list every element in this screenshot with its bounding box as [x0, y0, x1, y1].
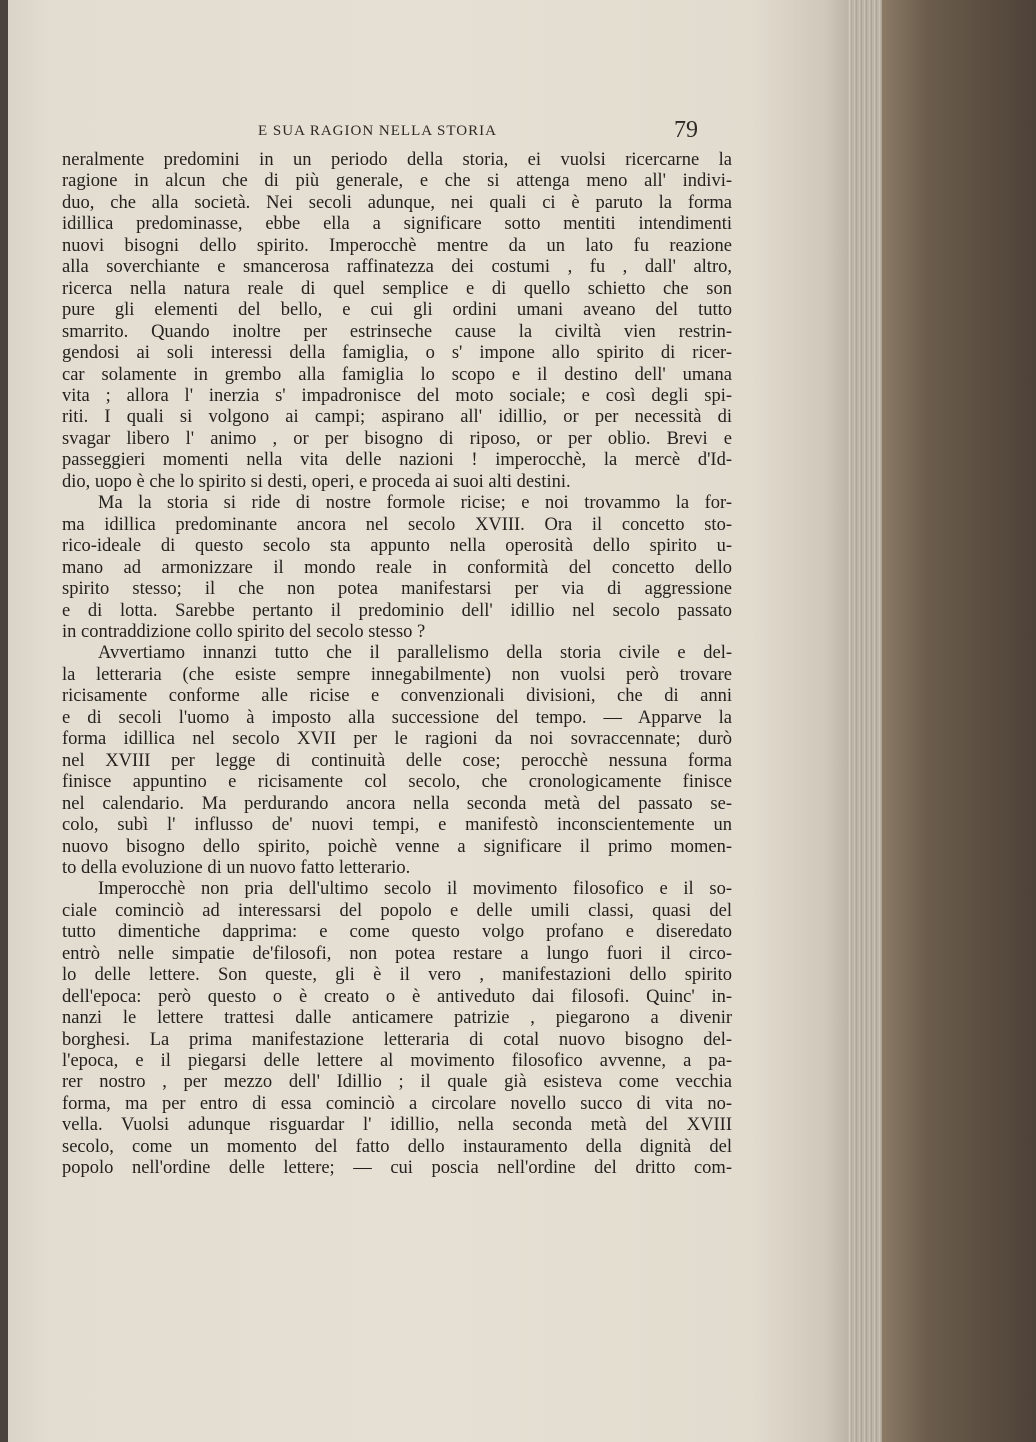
page-number: 79	[674, 117, 698, 143]
text-line: nel calendario. Ma perdurando ancora nella seconda metà del passato se-	[62, 793, 732, 814]
text-line: gendosi ai soli interessi della famiglia, o s' impone allo spirito di ricer-	[62, 343, 732, 364]
text-line: forma, ma per entro di essa cominciò a circolare novello succo di vita no-	[62, 1093, 732, 1114]
text-line: vella. Vuolsi adunque risguardar l' idillio, nella seconda metà del XVIII	[62, 1115, 732, 1136]
text-line: spirito stesso; il che non potea manifestarsi per via di aggressione	[62, 579, 732, 600]
text-line: vita ; allora l' inerzia s' impadronisce del moto sociale; e così degli spi-	[62, 385, 732, 406]
text-line: svagar libero l' animo , or per bisogno di riposo, or per oblio. Brevi e	[62, 428, 732, 449]
text-line: rico-ideale di questo secolo sta appunto nella operosità dello spirito u-	[62, 536, 732, 557]
text-line: nuovi bisogni dello spirito. Imperocchè mentre da un lato fu reazione	[62, 235, 732, 256]
text-line: nanzi le lettere trattesi dalle anticamere patrizie , piegarono a divenir	[62, 1008, 732, 1029]
book-cover	[882, 0, 1036, 1442]
text-line: colo, subì l' influsso de' nuovi tempi, e manifestò inconscientemente un	[62, 815, 732, 836]
text-line: lo delle lettere. Son queste, gli è il vero , manifestazioni dello spirito	[62, 965, 732, 986]
text-line: entrò nelle simpatie de'filosofi, non potea restare a lungo fuori il circo-	[62, 943, 732, 964]
text-line: car solamente in grembo alla famiglia lo scopo e il destino dell' umana	[62, 364, 732, 385]
text-line: finisce appuntino e ricisamente col secolo, che cronologicamente finisce	[62, 772, 732, 793]
text-line: Avvertiamo innanzi tutto che il parallelismo della storia civile e del-	[98, 643, 732, 664]
text-line: in contraddizione collo spirito del secolo stesso ?	[62, 621, 426, 642]
gutter-shadow	[0, 0, 8, 1442]
text-line: duo, che alla società. Nei secoli adunque, nei quali ci è paruto la forma	[62, 192, 732, 213]
text-line: borghesi. La prima manifestazione letteraria di cotal nuovo bisogno del-	[62, 1029, 732, 1050]
text-line: secolo, come un momento del fatto dello instauramento della dignità del	[62, 1136, 732, 1157]
text-line: la letteraria (che esiste sempre innegabilmente) non vuolsi però trovare	[62, 664, 732, 685]
text-line: ragione in alcun che di più generale, e che si attenga meno all' indivi-	[62, 171, 732, 192]
text-line: ricerca nella natura reale di quel semplice e di quello schietto che son	[62, 278, 732, 299]
page-header	[0, 117, 852, 145]
text-line: forma idillica nel secolo XVII per le ragioni da noi sovraccennate; durò	[62, 729, 732, 750]
text-line: Imperocchè non pria dell'ultimo secolo il movimento filosofico e il so-	[98, 879, 732, 900]
body-text	[62, 150, 732, 1180]
text-line: pure gli elementi del bello, e cui gli ordini umani aveano del tutto	[62, 300, 732, 321]
text-line: smarrito. Quando inoltre per estrinseche cause la civiltà vien restrin-	[62, 321, 732, 342]
text-line: ricisamente conforme alle ricise e convenzionali divisioni, che di anni	[62, 686, 732, 707]
text-line: ciale cominciò ad interessarsi del popolo e delle umili classi, quasi del	[62, 900, 732, 921]
text-line: idillica predominasse, ebbe ella a significare sotto mentiti intendimenti	[62, 214, 732, 235]
text-line: popolo nell'ordine delle lettere; — cui poscia nell'ordine del dritto com-	[62, 1158, 732, 1179]
text-line: rer nostro , per mezzo dell' Idillio ; il quale già esisteva come vecchia	[62, 1072, 732, 1093]
text-line: dell'epoca: però questo o è creato o è antiveduto dai filosofi. Quinc' in-	[62, 986, 732, 1007]
text-line: to della evoluzione di un nuovo fatto letterario.	[62, 857, 411, 878]
text-line: alla soverchiante e smancerosa raffinatezza dei costumi , fu , dall' altro,	[62, 257, 732, 278]
text-line: nuovo bisogno dello spirito, poichè venne a significare il primo momen-	[62, 836, 732, 857]
text-line: ma idillica predominante ancora nel secolo XVIII. Ora il concetto sto-	[62, 514, 732, 535]
running-title: E SUA RAGION NELLA STORIA	[258, 123, 497, 139]
text-line: mano ad armonizzare il mondo reale in conformità del concetto dello	[62, 557, 732, 578]
text-line: nel XVIII per legge di continuità delle cose; perocchè nessuna forma	[62, 750, 732, 771]
text-line: riti. I quali si volgono ai campi; aspirano all' idillio, or per necessità di	[62, 407, 732, 428]
text-line: Ma la storia si ride di nostre formole ricise; e noi trovammo la for-	[98, 493, 732, 514]
text-line: dio, uopo è che lo spirito si desti, operi, e proceda ai suoi alti destini.	[62, 471, 571, 492]
text-line: neralmente predomini in un periodo della storia, ei vuolsi ricercarne la	[62, 150, 732, 170]
text-line: tutto dimentiche dapprima: e come questo volgo profano e diseredato	[62, 922, 732, 943]
text-line: e di secoli l'uomo à imposto alla successione del tempo. — Apparve la	[62, 707, 732, 728]
text-line: passeggieri momenti nella vita delle nazioni ! imperocchè, la mercè d'Id-	[62, 450, 732, 471]
text-line: e di lotta. Sarebbe pertanto il predominio dell' idillio nel secolo passato	[62, 600, 732, 621]
text-line: l'epoca, e il piegarsi delle lettere al movimento filosofico avvenne, a pa-	[62, 1051, 732, 1072]
